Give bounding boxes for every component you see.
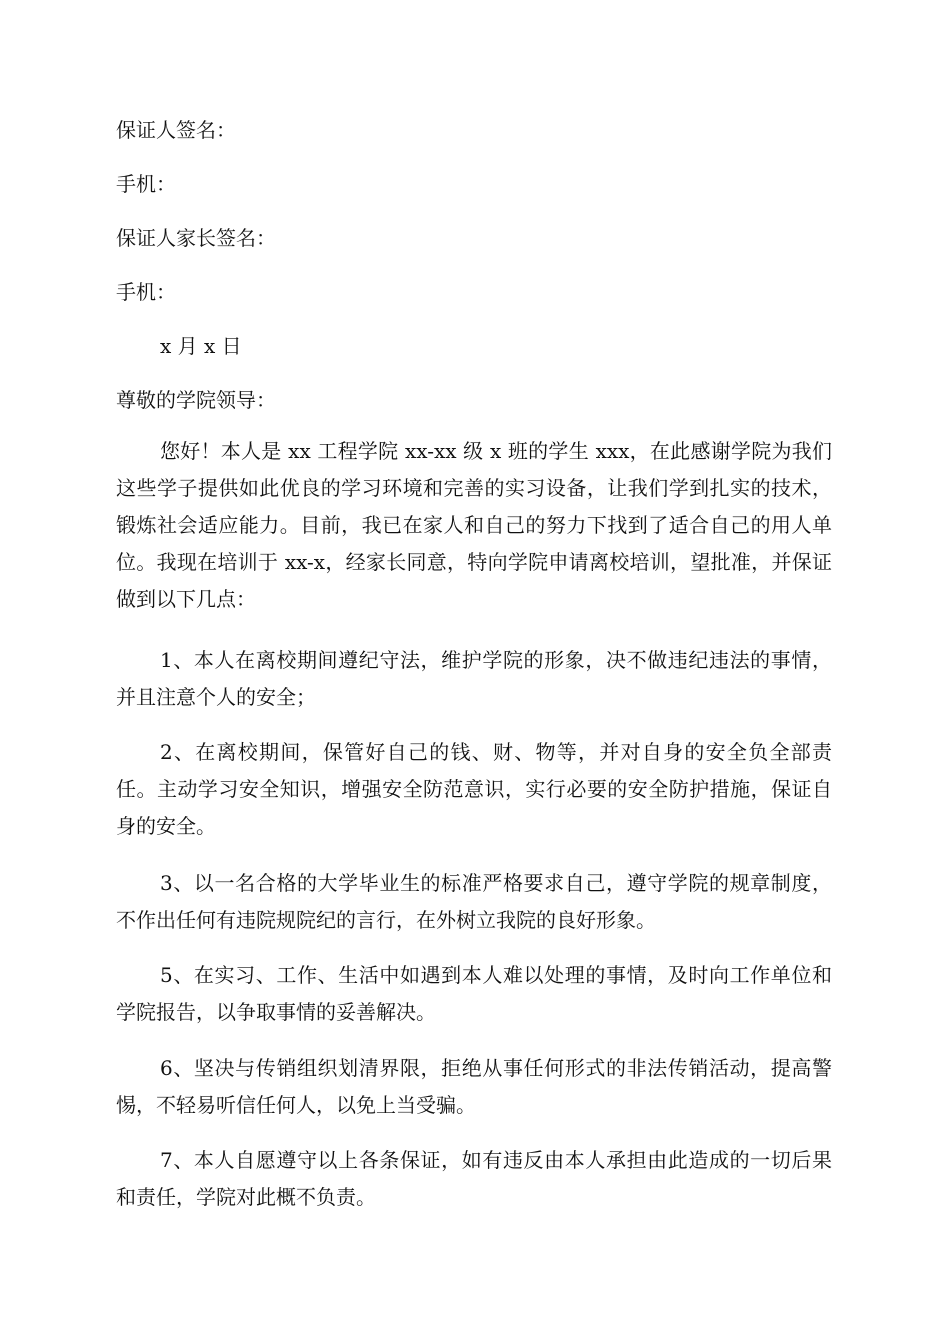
list-item: 6、坚决与传销组织划清界限，拒绝从事任何形式的非法传销活动，提高警惕，不轻易听信任何人，以免上当受骗。 xyxy=(116,1056,832,1117)
salutation: 尊敬的学院领导： xyxy=(116,388,276,412)
list-item: 7、本人自愿遵守以上各条保证，如有违反由本人承担由此造成的一切后果和责任，学院对此概不负责。 xyxy=(116,1148,832,1209)
list-item: 3、以一名合格的大学毕业生的标准严格要求自己，遵守学院的规章制度，不作出任何有违院规院纪的言行，在外树立我院的良好形象。 xyxy=(116,871,832,932)
guarantor-signature-label: 保证人签名： xyxy=(116,118,236,142)
intro-paragraph: 您好！本人是 xx 工程学院 xx-xx 级 x 班的学生 xxx，在此感谢学院为我们这些学子提供如此优良的学习环境和完善的实习设备，让我们学到扎实的技术，锻炼社会适应能力。目前，我已在家人和自己的努力下找到了适合自己的用人单位。我现在培训于 xx-x，经家长同意，特向学院申请离校培训，望批准，并保证做到以下几点： xyxy=(116,439,832,611)
list-item: 1、本人在离校期间遵纪守法，维护学院的形象，决不做违纪违法的事情，并且注意个人的安全； xyxy=(116,648,832,709)
parent-phone-label: 手机： xyxy=(116,280,176,304)
guarantor-phone-label: 手机： xyxy=(116,172,176,196)
date-line: x 月 x 日 xyxy=(160,334,242,358)
parent-signature-label: 保证人家长签名： xyxy=(116,226,276,250)
list-item: 5、在实习、工作、生活中如遇到本人难以处理的事情，及时向工作单位和学院报告，以争取事情的妥善解决。 xyxy=(116,963,832,1024)
list-item: 2、在离校期间，保管好自己的钱、财、物等，并对自身的安全负全部责任。主动学习安全知识，增强安全防范意识，实行必要的安全防护措施，保证自身的安全。 xyxy=(116,740,832,838)
